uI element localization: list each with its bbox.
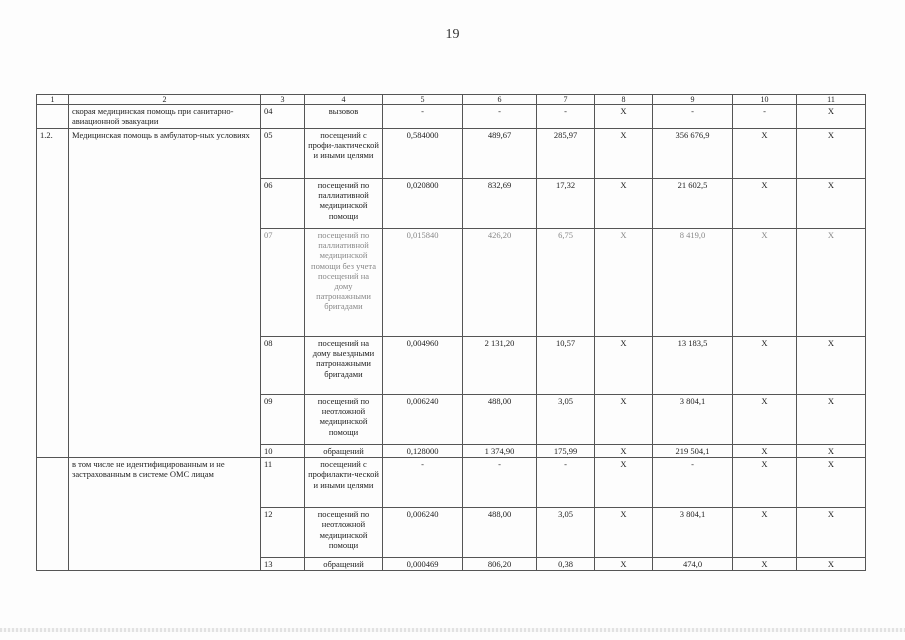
unit-cell: посещений по неотложной медицинской помощи <box>305 508 383 558</box>
value-cell: 488,00 <box>463 508 537 558</box>
unit-cell: посещений по неотложной медицинской помощи <box>305 395 383 445</box>
page-number: 19 <box>445 27 460 42</box>
value-cell: - <box>383 458 463 508</box>
header-cell: 7 <box>537 95 595 105</box>
row-code-cell: 06 <box>261 179 305 229</box>
unit-cell: посещений по паллиативной медицинской помощи без учета посещений на дому патронажными бригадами <box>305 229 383 337</box>
value-cell: 1 374,90 <box>463 445 537 458</box>
value-cell: Х <box>797 105 866 129</box>
value-cell: Х <box>595 395 653 445</box>
value-cell: 8 419,0 <box>653 229 733 337</box>
value-cell: 832,69 <box>463 179 537 229</box>
row-label-cell: в том числе не идентифицированным и не застрахованным в системе ОМС лицам <box>69 458 261 571</box>
header-cell: 4 <box>305 95 383 105</box>
value-cell: Х <box>733 129 797 179</box>
value-cell: 3 804,1 <box>653 395 733 445</box>
value-cell: Х <box>797 508 866 558</box>
value-cell: 488,00 <box>463 395 537 445</box>
row-label-cell: Медицинская помощь в амбулатор-ных условиях <box>69 129 261 458</box>
value-cell: 21 602,5 <box>653 179 733 229</box>
value-cell: 3,05 <box>537 395 595 445</box>
value-cell: 0,006240 <box>383 395 463 445</box>
unit-cell: посещений с профилакти-ческой и иными целями <box>305 458 383 508</box>
value-cell: Х <box>733 337 797 395</box>
value-cell: Х <box>595 129 653 179</box>
value-cell: Х <box>595 445 653 458</box>
value-cell: Х <box>733 445 797 458</box>
value-cell: - <box>537 458 595 508</box>
value-cell: 3,05 <box>537 508 595 558</box>
value-cell: Х <box>733 395 797 445</box>
row-code-cell: 07 <box>261 229 305 337</box>
value-cell: 285,97 <box>537 129 595 179</box>
row-code-cell: 04 <box>261 105 305 129</box>
value-cell: 175,99 <box>537 445 595 458</box>
row-index-cell <box>37 458 69 571</box>
value-cell: - <box>463 105 537 129</box>
value-cell: 10,57 <box>537 337 595 395</box>
value-cell: 0,004960 <box>383 337 463 395</box>
value-cell: 6,75 <box>537 229 595 337</box>
value-cell: 0,000469 <box>383 558 463 571</box>
header-cell: 5 <box>383 95 463 105</box>
row-code-cell: 08 <box>261 337 305 395</box>
row-index-cell <box>37 105 69 129</box>
header-cell: 11 <box>797 95 866 105</box>
value-cell: 0,38 <box>537 558 595 571</box>
value-cell: 0,006240 <box>383 508 463 558</box>
value-cell: 219 504,1 <box>653 445 733 458</box>
value-cell: - <box>653 105 733 129</box>
value-cell: 0,020800 <box>383 179 463 229</box>
value-cell: Х <box>797 337 866 395</box>
scan-edge-noise <box>0 628 905 632</box>
header-cell: 9 <box>653 95 733 105</box>
unit-cell: вызовов <box>305 105 383 129</box>
value-cell: Х <box>797 395 866 445</box>
value-cell: Х <box>733 508 797 558</box>
value-cell: 0,128000 <box>383 445 463 458</box>
row-index-cell: 1.2. <box>37 129 69 458</box>
value-cell: 0,584000 <box>383 129 463 179</box>
value-cell: Х <box>733 558 797 571</box>
value-cell: 0,015840 <box>383 229 463 337</box>
value-cell: Х <box>797 445 866 458</box>
value-cell: 426,20 <box>463 229 537 337</box>
value-cell: - <box>463 458 537 508</box>
value-cell: Х <box>595 458 653 508</box>
value-cell: Х <box>797 179 866 229</box>
row-label-cell: скорая медицинская помощь при санитарно-авиационной эвакуации <box>69 105 261 129</box>
value-cell: 17,32 <box>537 179 595 229</box>
unit-cell: посещений с профи-лактической и иными целями <box>305 129 383 179</box>
value-cell: 3 804,1 <box>653 508 733 558</box>
value-cell: 356 676,9 <box>653 129 733 179</box>
header-cell: 8 <box>595 95 653 105</box>
header-cell: 1 <box>37 95 69 105</box>
header-cell: 3 <box>261 95 305 105</box>
value-cell: - <box>653 458 733 508</box>
value-cell: 806,20 <box>463 558 537 571</box>
value-cell: 489,67 <box>463 129 537 179</box>
row-code-cell: 12 <box>261 508 305 558</box>
value-cell: Х <box>733 229 797 337</box>
value-cell: Х <box>595 508 653 558</box>
value-cell: - <box>383 105 463 129</box>
table-row <box>37 129 866 179</box>
row-code-cell: 10 <box>261 445 305 458</box>
header-cell: 2 <box>69 95 261 105</box>
value-cell: - <box>537 105 595 129</box>
header-cell: 6 <box>463 95 537 105</box>
row-code-cell: 05 <box>261 129 305 179</box>
value-cell: Х <box>595 179 653 229</box>
header-cell: 10 <box>733 95 797 105</box>
unit-cell: обращений <box>305 445 383 458</box>
value-cell: 13 183,5 <box>653 337 733 395</box>
value-cell: Х <box>733 458 797 508</box>
row-code-cell: 11 <box>261 458 305 508</box>
unit-cell: посещений по паллиативной медицинской помощи <box>305 179 383 229</box>
value-cell: 474,0 <box>653 558 733 571</box>
value-cell: Х <box>595 105 653 129</box>
data-table <box>36 94 866 571</box>
value-cell: - <box>733 105 797 129</box>
unit-cell: посещений на дому выездными патронажными бригадами <box>305 337 383 395</box>
row-code-cell: 13 <box>261 558 305 571</box>
value-cell: Х <box>797 229 866 337</box>
unit-cell: обращений <box>305 558 383 571</box>
value-cell: Х <box>797 558 866 571</box>
value-cell: 2 131,20 <box>463 337 537 395</box>
value-cell: Х <box>595 337 653 395</box>
value-cell: Х <box>595 558 653 571</box>
table-row <box>37 105 866 129</box>
value-cell: Х <box>797 129 866 179</box>
value-cell: Х <box>797 458 866 508</box>
header-row <box>37 95 866 105</box>
value-cell: Х <box>733 179 797 229</box>
row-code-cell: 09 <box>261 395 305 445</box>
table-row <box>37 458 866 508</box>
value-cell: Х <box>595 229 653 337</box>
